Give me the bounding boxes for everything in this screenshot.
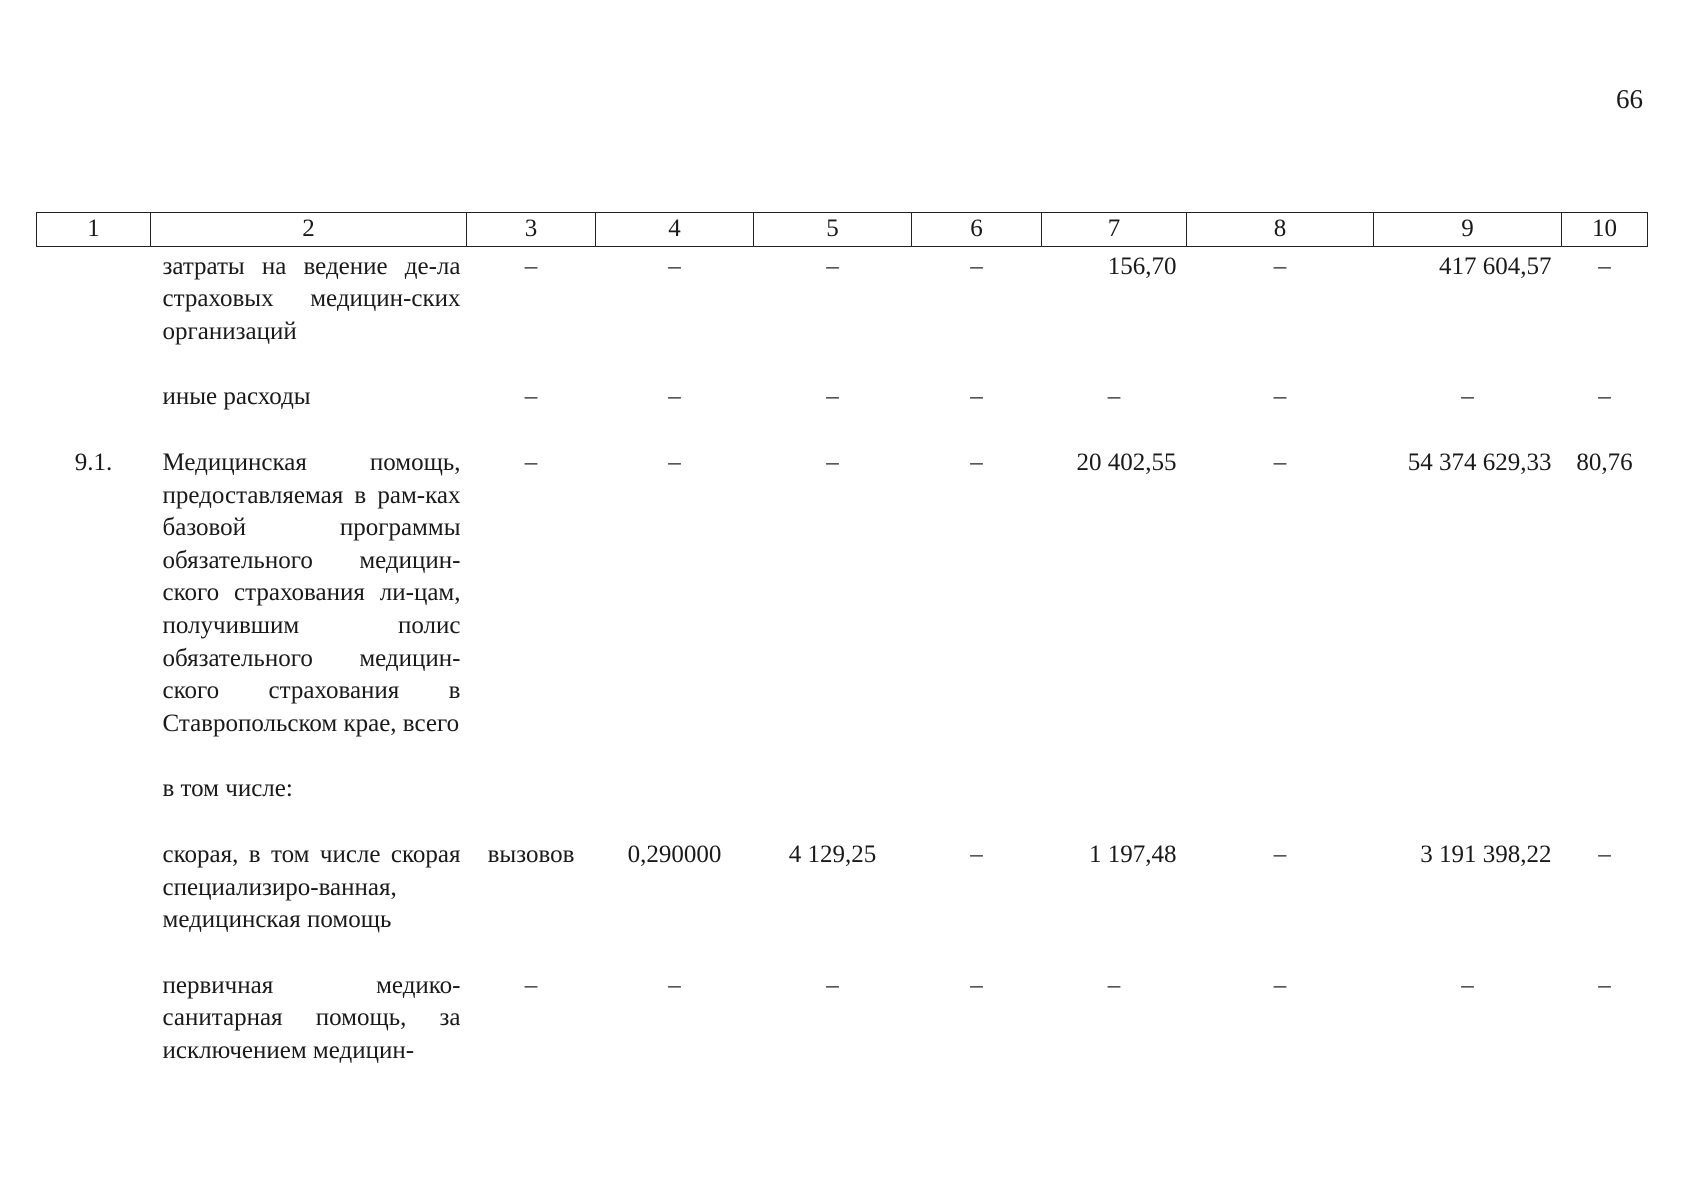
row-value-9: 417 604,57 (1439, 252, 1552, 280)
row-unit: – (524, 448, 538, 476)
column-header: 5 (754, 213, 912, 247)
row-value-10: – (1598, 840, 1611, 868)
row-value-10: – (1598, 383, 1611, 411)
row-name: затраты на ведение де-ла страховых медицин-ских организаций (162, 252, 461, 345)
row-value-8: – (1273, 383, 1287, 411)
row-value-9: – (1461, 383, 1474, 411)
row-value-9: 3 191 398,22 (1420, 840, 1552, 868)
column-header: 3 (467, 213, 596, 247)
row-unit: – (524, 971, 538, 999)
table-row (37, 970, 1648, 1068)
column-header: 4 (596, 213, 754, 247)
row-value-10: 80,76 (1576, 448, 1633, 476)
row-unit: вызовов (487, 840, 575, 868)
row-value-8 (1187, 773, 1374, 839)
row-value-5 (754, 773, 912, 839)
row-unit (467, 773, 596, 839)
row-value-4: – (668, 971, 681, 999)
row-value-8: – (1273, 448, 1287, 476)
row-value-7: – (1107, 383, 1121, 411)
row-name: скорая, в том числе скорая специализиро-ванная, медицинская помощь (162, 840, 461, 934)
row-number: 9.1. (74, 448, 113, 476)
row-number (37, 839, 151, 970)
row-value-5: – (826, 971, 839, 999)
row-value-7: 156,70 (1107, 252, 1177, 280)
row-value-9 (1374, 773, 1562, 839)
row-value-4: – (668, 448, 681, 476)
row-value-5: – (826, 448, 839, 476)
row-value-4: – (668, 383, 681, 411)
row-name: первичная медико-санитарная помощь, за исключением медицин- (162, 971, 461, 1064)
row-value-5: – (826, 383, 839, 411)
column-number-header (37, 213, 1648, 247)
column-header: 2 (151, 213, 467, 247)
table-row (37, 381, 1648, 447)
table-row (37, 773, 1648, 839)
row-value-7: – (1107, 971, 1121, 999)
row-number (37, 246, 151, 381)
table-row (37, 447, 1648, 773)
row-value-5: 4 129,25 (788, 840, 877, 868)
row-value-10 (1562, 773, 1648, 839)
row-unit: – (524, 252, 538, 280)
row-number (37, 773, 151, 839)
column-header: 1 (37, 213, 151, 247)
column-header: 8 (1187, 213, 1374, 247)
row-value-7: 20 402,55 (1076, 448, 1177, 476)
row-unit: – (524, 383, 538, 411)
table-row (37, 246, 1648, 381)
table-row (37, 839, 1648, 970)
row-value-9: 54 374 629,33 (1407, 448, 1552, 476)
row-value-10: – (1598, 252, 1611, 280)
row-name: в том числе: (162, 775, 293, 803)
row-number (37, 970, 151, 1068)
row-value-6: – (970, 840, 983, 868)
row-value-7: 1 197,48 (1089, 840, 1177, 868)
row-name: Медицинская помощь, предоставляемая в рам-ках базовой программы обязательного медицин-ского страхования ли-цам, получившим полис обязательного медицин-ского страхования в Ставропольском крае, всего (162, 448, 461, 737)
row-value-6: – (970, 383, 983, 411)
financing-table (36, 212, 1648, 1067)
row-value-8: – (1273, 840, 1287, 868)
column-header: 6 (912, 213, 1042, 247)
row-value-8: – (1273, 971, 1287, 999)
row-value-9: – (1461, 971, 1474, 999)
row-value-4 (596, 773, 754, 839)
row-value-6: – (970, 971, 983, 999)
column-header: 9 (1374, 213, 1562, 247)
row-name: иные расходы (162, 383, 311, 411)
row-value-5: – (826, 252, 839, 280)
row-value-7 (1042, 773, 1187, 839)
row-value-6: – (970, 448, 983, 476)
row-value-4: – (668, 252, 681, 280)
page-number: 66 (1616, 84, 1643, 114)
column-header: 10 (1562, 213, 1648, 247)
row-value-10: – (1598, 971, 1611, 999)
row-number (37, 381, 151, 447)
row-value-8: – (1273, 252, 1287, 280)
row-value-6 (912, 773, 1042, 839)
row-value-4: 0,290000 (627, 840, 722, 868)
row-value-6: – (970, 252, 983, 280)
column-header: 7 (1042, 213, 1187, 247)
